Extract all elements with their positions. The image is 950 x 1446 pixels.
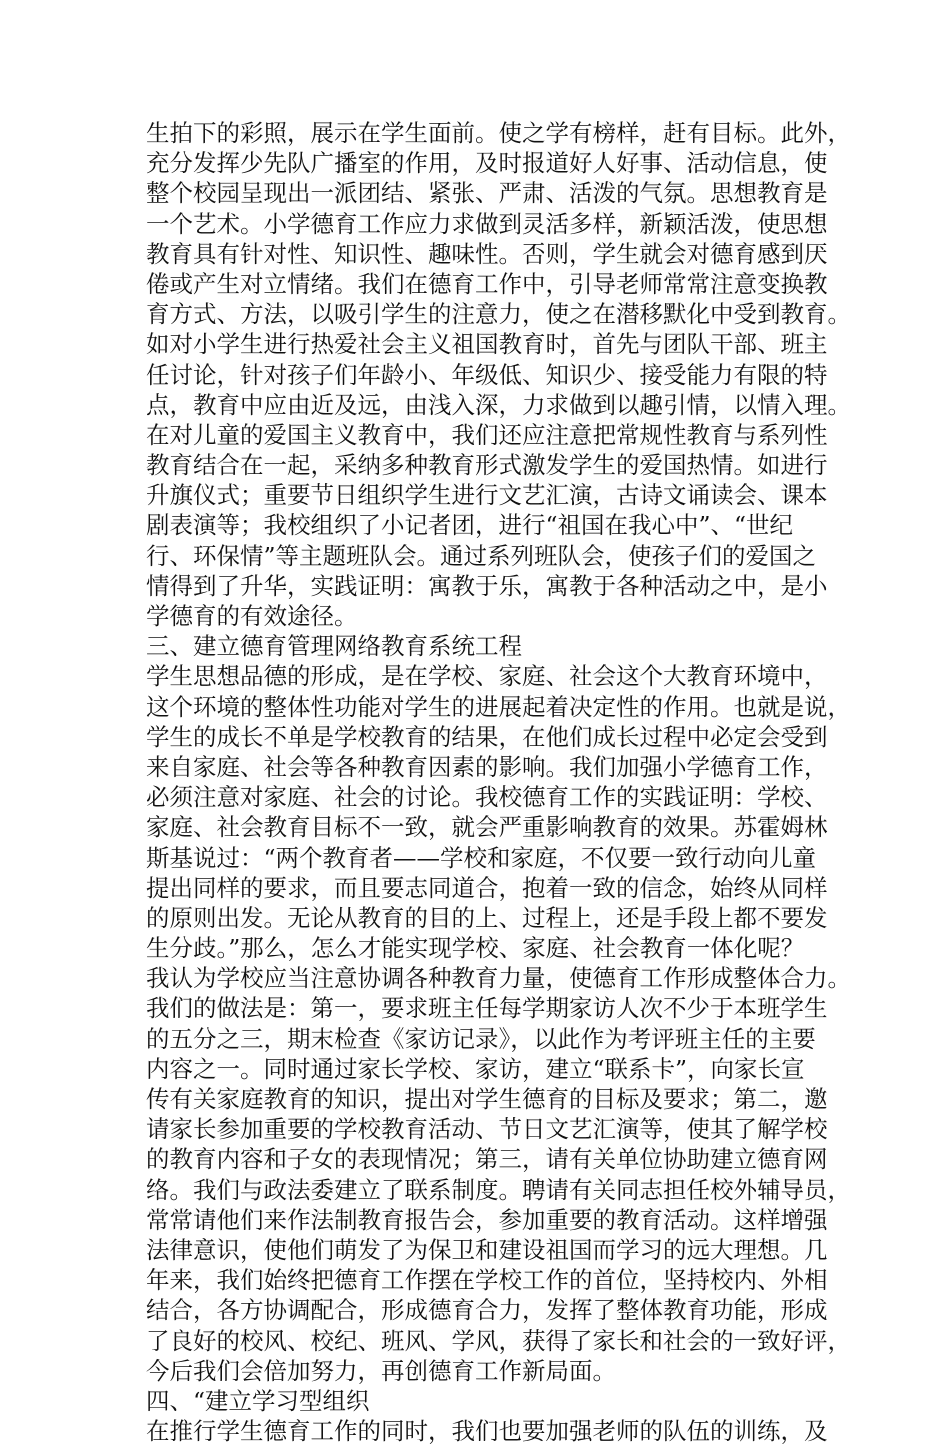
text-line: 充分发挥少先队广播室的作用，及时报道好人好事、活动信息，使: [146, 149, 828, 178]
text-line: 生分歧。”那么，怎么才能实现学校、家庭、社会教育一体化呢？: [146, 934, 805, 963]
text-line: 我认为学校应当注意协调各种教育力量，使德育工作形成整体合力。: [146, 964, 851, 993]
text-line: 来自家庭、社会等各种教育因素的影响。我们加强小学德育工作，: [146, 752, 828, 781]
text-line: 的教育内容和子女的表现情况；第三，请有关单位协助建立德育网: [146, 1145, 828, 1174]
text-line: 年来，我们始终把德育工作摆在学校工作的首位，坚持校内、外相: [146, 1266, 828, 1295]
text-line: 络。我们与政法委建立了联系制度。聘请有关同志担任校外辅导员，: [146, 1175, 851, 1204]
text-line: 如对小学生进行热爱社会主义祖国教育时，首先与团队干部、班主: [146, 330, 828, 359]
text-line: 必须注意对家庭、社会的讨论。我校德育工作的实践证明：学校、: [146, 783, 828, 812]
text-line: 在推行学生德育工作的同时，我们也要加强老师的队伍的训练，及: [146, 1417, 828, 1446]
text-line: 我们的做法是：第一，要求班主任每学期家访人次不少于本班学生: [146, 994, 828, 1023]
text-line: 剧表演等；我校组织了小记者团，进行“祖国在我心中”、“世纪: [146, 511, 794, 540]
text-line: 教育具有针对性、知识性、趣味性。否则，学生就会对德育感到厌: [146, 239, 828, 268]
text-line: 结合，各方协调配合，形成德育合力，发挥了整体教育功能，形成: [146, 1296, 828, 1325]
text-line: 一个艺术。小学德育工作应力求做到灵活多样，新颖活泼，使思想: [146, 209, 828, 238]
text-line: 内容之一。同时通过家长学校、家访，建立“联系卡”，向家长宣: [146, 1054, 805, 1083]
text-line: 学生的成长不单是学校教育的结果，在他们成长过程中必定会受到: [146, 722, 828, 751]
text-line: 传有关家庭教育的知识，提出对学生德育的目标及要求；第二，邀: [146, 1085, 828, 1113]
text-line: 行、环保情”等主题班队会。通过系列班队会，使孩子们的爱国之: [146, 541, 817, 570]
body-text: [146, 118, 851, 1446]
text-line: 今后我们会倍加努力，再创德育工作新局面。: [146, 1356, 616, 1385]
text-line: 情得到了升华，实践证明：寓教于乐，寓教于各种活动之中，是小: [146, 571, 828, 600]
text-line: 这个环境的整体性功能对学生的进展起着决定性的作用。也就是说，: [146, 692, 851, 721]
text-line: 生拍下的彩照，展示在学生面前。使之学有榜样，赶有目标。此外，: [146, 119, 851, 147]
text-line: 育方式、方法，以吸引学生的注意力，使之在潜移默化中受到教育。: [146, 300, 851, 329]
text-line: 学德育的有效途径。: [146, 602, 358, 630]
text-line: 整个校园呈现出一派团结、紧张、严肃、活泼的气氛。思想教育是: [146, 179, 828, 208]
text-line: 教育结合在一起，采纳多种教育形式激发学生的爱国热情。如进行: [146, 451, 828, 480]
text-line: 的原则出发。无论从教育的目的上、过程上，还是手段上都不要发: [146, 903, 828, 932]
text-line: 斯基说过：“两个教育者——学校和家庭，不仅要一致行动向儿童: [146, 843, 817, 872]
text-line: 倦或产生对立情绪。我们在德育工作中，引导老师常常注意变换教: [146, 269, 828, 298]
text-line: 点，教育中应由近及远，由浅入深，力求做到以趣引情，以情入理。: [146, 390, 851, 419]
text-line: 四、“建立学习型组织: [146, 1386, 370, 1415]
text-line: 学生思想品德的形成，是在学校、家庭、社会这个大教育环境中，: [146, 662, 828, 691]
text-line: 在对儿童的爱国主义教育中，我们还应注意把常规性教育与系列性: [146, 420, 828, 449]
text-line: 升旗仪式；重要节日组织学生进行文艺汇演，古诗文诵读会、课本: [146, 481, 828, 510]
text-line: 常常请他们来作法制教育报告会，参加重要的教育活动。这样增强: [146, 1205, 828, 1234]
text-line: 家庭、社会教育目标不一致，就会严重影响教育的效果。苏霍姆林: [146, 813, 828, 842]
text-line: 法律意识，使他们萌发了为保卫和建设祖国而学习的远大理想。几: [146, 1235, 828, 1264]
text-line: 任讨论，针对孩子们年龄小、年级低、知识少、接受能力有限的特: [146, 360, 828, 389]
text-line: 的五分之三，期末检查《家访记录》，以此作为考评班主任的主要: [146, 1024, 816, 1053]
text-line: 请家长参加重要的学校教育活动、节日文艺汇演等，使其了解学校: [146, 1115, 828, 1144]
text-line: 了良好的校风、校纪、班风、学风，获得了家长和社会的一致好评，: [146, 1326, 851, 1355]
text-line: 提出同样的要求，而且要志同道合，抱着一致的信念，始终从同样: [146, 873, 828, 902]
text-line: 三、建立德育管理网络教育系统工程: [146, 632, 522, 661]
